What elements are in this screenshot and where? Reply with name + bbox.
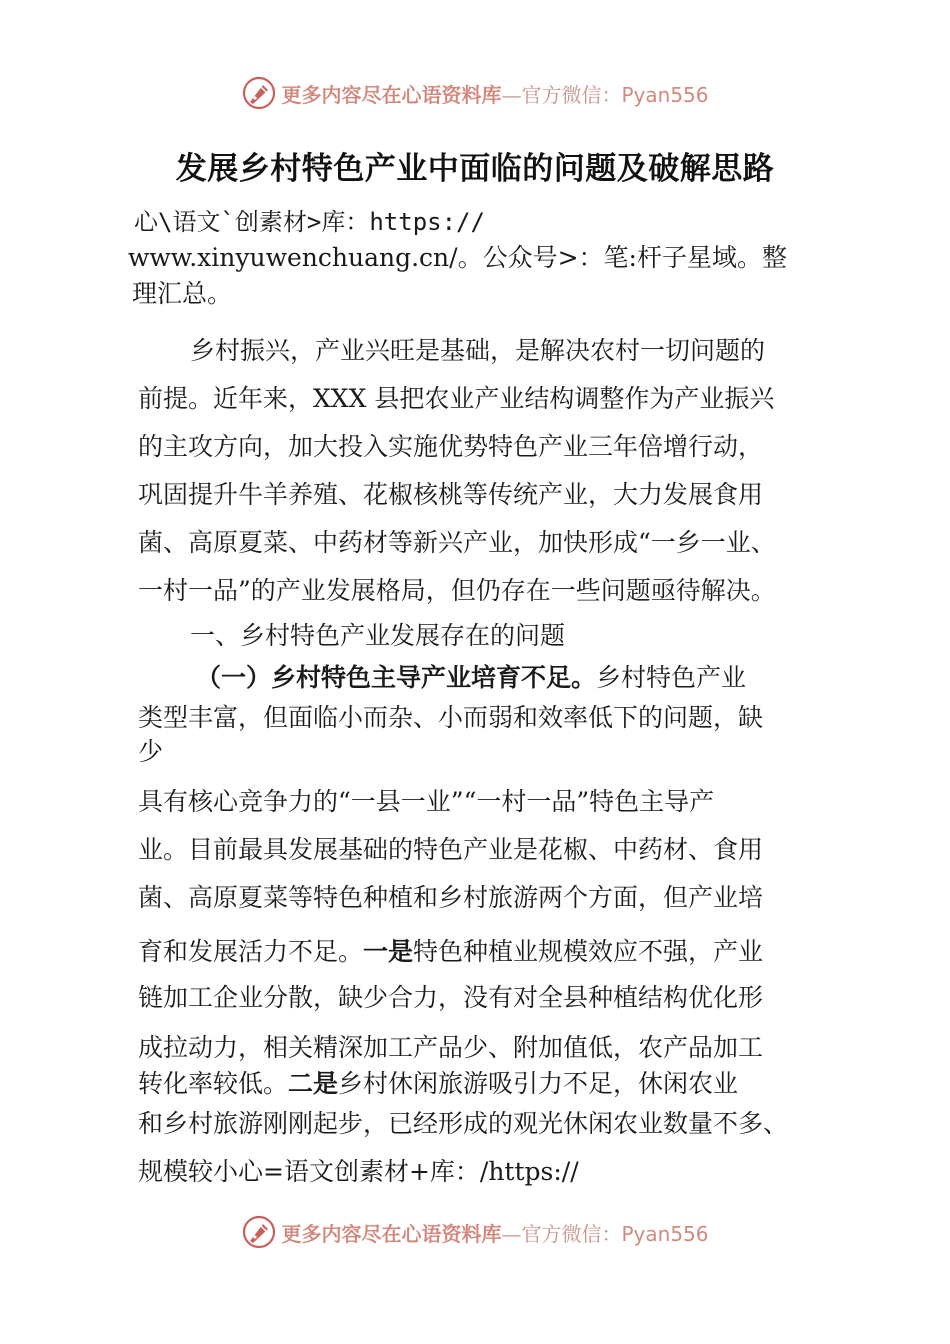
body-line: 育和发展活力不足。一是特色种植业规模效应不强，产业 <box>138 937 764 966</box>
body-line: 转化率较低。二是乡村休闲旅游吸引力不足，休闲农业 <box>138 1069 739 1098</box>
body-line: 菌、高原夏菜等特色种植和乡村旅游两个方面，但产业培 <box>138 883 764 912</box>
subsection-heading: （一）乡村特色主导产业培育不足。 <box>196 663 597 692</box>
intro-line: 前提。近年来，XXX 县把农业产业结构调整作为产业振兴 <box>138 384 775 413</box>
body-line: 成拉动力，相关精深加工产品少、附加值低，农产品加工 <box>138 1033 764 1062</box>
source-line-3: 理汇总。 <box>132 279 233 308</box>
intro-line: 巩固提升牛羊养殖、花椒核桃等传统产业，大力发展食用 <box>138 480 764 509</box>
body-line: 业。目前最具发展基础的特色产业是花椒、中药材、食用 <box>138 835 764 864</box>
watermark-text: 更多内容尽在心语资料库—官方微信：Pyan556 <box>281 82 709 107</box>
intro-line: 的主攻方向，加大投入实施优势特色产业三年倍增行动， <box>138 432 764 461</box>
body-line: 和乡村旅游刚刚起步，已经形成的观光休闲农业数量不多、 <box>138 1109 789 1138</box>
body-line: 链加工企业分散，缺少合力，没有对全县种植结构优化形 <box>138 983 764 1012</box>
body-line: 类型丰富，但面临小而杂、小而弱和效率低下的问题，缺 <box>138 703 764 732</box>
body-line: 少 <box>138 737 164 766</box>
source-line-2: www.xinyuwenchuang.cn/。公众号>：笔:杆子星域。整 <box>128 243 787 272</box>
watermark-text: 更多内容尽在心语资料库—官方微信：Pyan556 <box>281 1221 709 1246</box>
intro-line: 一村一品”的产业发展格局，但仍存在一些问题亟待解决。 <box>138 576 776 605</box>
body-line: 规模较小心=语文创素材+库：/https:// <box>138 1157 579 1186</box>
source-line-1: 心\语文`创素材>库：https:// <box>134 208 485 236</box>
intro-line: 乡村振兴，产业兴旺是基础，是解决农村一切问题的 <box>190 336 766 365</box>
subsection-line: （一）乡村特色主导产业培育不足。乡村特色产业 <box>196 663 747 692</box>
watermark-banner-bottom <box>0 1212 950 1252</box>
page-title: 发展乡村特色产业中面临的问题及破解思路 <box>175 151 775 187</box>
intro-line: 菌、高原夏菜、中药材等新兴产业，加快形成“一乡一业、 <box>138 528 776 557</box>
watermark-banner-top <box>0 73 950 113</box>
pen-nib-logo-icon <box>241 1214 277 1250</box>
body-line: 具有核心竞争力的“一县一业”“一村一品”特色主导产 <box>138 787 715 816</box>
pen-nib-logo-icon <box>241 75 277 111</box>
section-heading: 一、乡村特色产业发展存在的问题 <box>190 621 566 650</box>
